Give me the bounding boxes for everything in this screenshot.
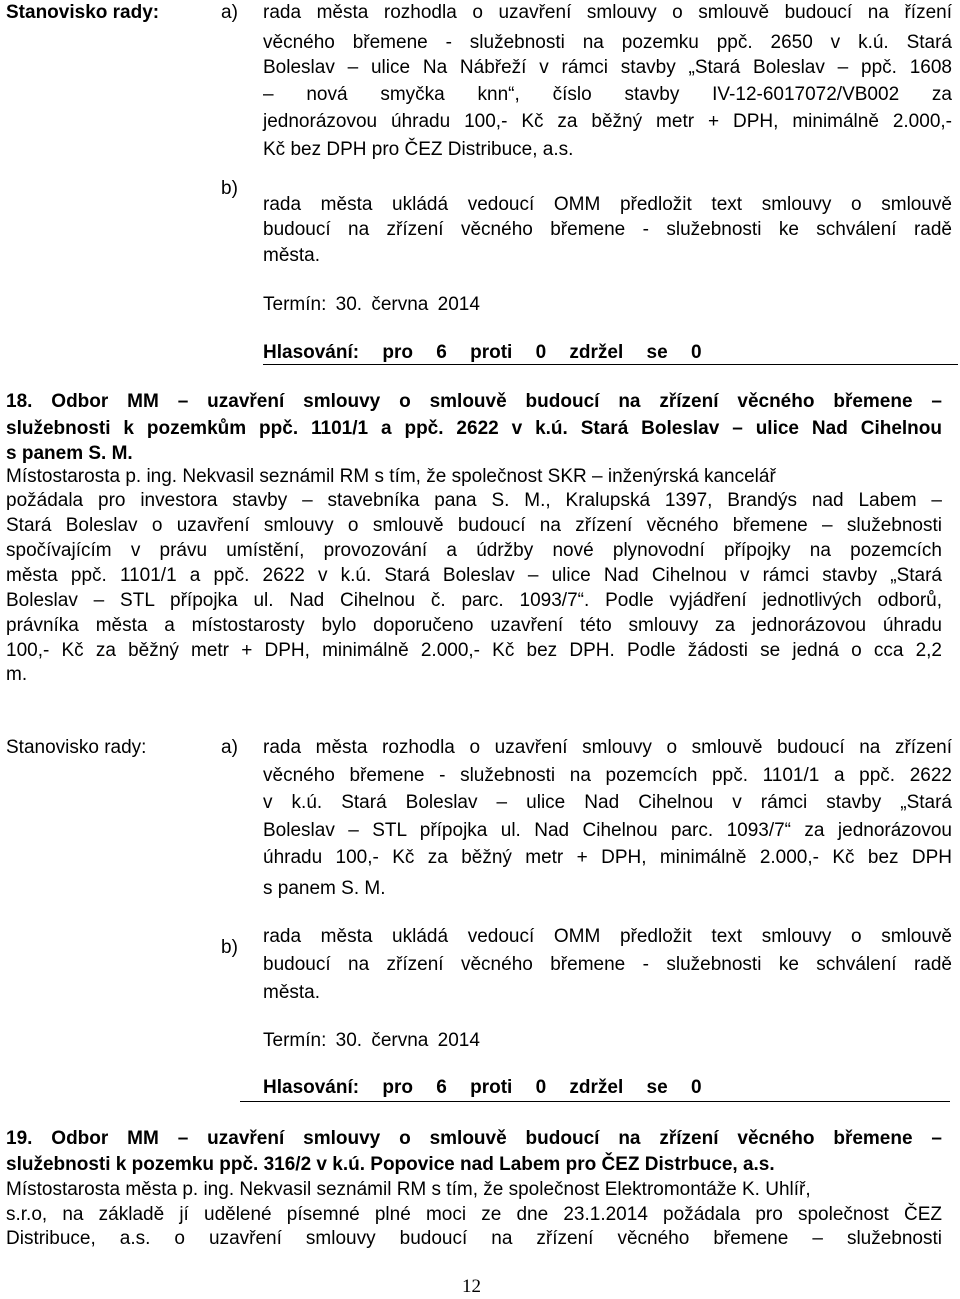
body-line: m. — [6, 664, 28, 685]
body-line: spočívajícím v právu umístění, provozování a údržby nové plynovodní přípojky na pozemcích — [6, 540, 942, 561]
opinion-label: Stanovisko rady: — [6, 2, 160, 23]
point-b-marker: b) — [221, 937, 238, 958]
body-line: 100,- Kč za běžný metr + DPH, minimálně 2.000,- Kč bez DPH. Podle žádosti se jedná o cca 2,2 — [6, 640, 942, 661]
point-b-marker: b) — [221, 178, 238, 199]
body-line: Boleslav – STL přípojka ul. Nad Cihelnou č. parc. 1093/7“. Podle vyjádření jednotlivých odborů, — [6, 590, 942, 611]
item-heading-line: služebnosti k pozemkům ppč. 1101/1 a ppč. 2622 v k.ú. Stará Boleslav – ulice Nad Cihelnou — [6, 418, 942, 439]
point-a-line: rada města rozhodla o uzavření smlouvy o smlouvě budoucí na řízení — [263, 2, 952, 23]
point-a-line: rada města rozhodla o uzavření smlouvy o smlouvě budoucí na zřízení — [263, 737, 952, 758]
point-a-marker: a) — [221, 2, 238, 23]
body-line: Distribuce, a.s. o uzavření smlouvy budoucí na zřízení věcného břemene – služebnosti — [6, 1228, 942, 1249]
point-a-line: úhradu 100,- Kč za běžný metr + DPH, minimálně 2.000,- Kč bez DPH — [263, 847, 952, 868]
point-b-line: města. — [263, 245, 321, 266]
body-line: Místostarosta p. ing. Nekvasil seznámil RM s tím, že společnost SKR – inženýrská kancelář — [6, 466, 776, 487]
point-b-line: rada města ukládá vedoucí OMM předložit text smlouvy o smlouvě — [263, 194, 952, 215]
point-a-line: věcného břemene - služebnosti na pozemcích ppč. 1101/1 a ppč. 2622 — [263, 765, 952, 786]
divider — [263, 364, 958, 365]
point-a-line: věcného břemene - služebnosti na pozemku ppč. 2650 v k.ú. Stará — [263, 32, 952, 53]
body-line: právníka města a místostarosty bylo doporučeno uzavření této smlouvy za jednorázovou úhradu — [6, 615, 942, 636]
vote-result: Hlasování: pro 6 proti 0 zdržel se 0 — [263, 342, 702, 363]
point-b-line: budoucí na zřízení věcného břemene - služebnosti ke schválení radě — [263, 219, 952, 240]
point-a-line: jednorázovou úhradu 100,- Kč za běžný metr + DPH, minimálně 2.000,- — [263, 111, 952, 132]
point-a-marker: a) — [221, 737, 238, 758]
point-b-line: rada města ukládá vedoucí OMM předložit text smlouvy o smlouvě — [263, 926, 952, 947]
body-line: města ppč. 1101/1 a ppč. 2622 v k.ú. Stará Boleslav – ulice Nad Cihelnou v rámci stavby „Stará — [6, 565, 942, 586]
point-a-line: Boleslav – ulice Na Nábřeží v rámci stavby „Stará Boleslav – ppč. 1608 — [263, 57, 952, 78]
body-line: s.r.o, na základě jí udělené písemné plné moci ze dne 23.1.2014 požádala pro společnost ČEZ — [6, 1204, 942, 1225]
opinion-label: Stanovisko rady: — [6, 737, 147, 758]
item-heading-line: 19. Odbor MM – uzavření smlouvy o smlouvě budoucí na zřízení věcného břemene – — [6, 1128, 942, 1149]
body-line: Místostarosta města p. ing. Nekvasil seznámil RM s tím, že společnost Elektromontáže K. Uhlíř, — [6, 1179, 811, 1200]
body-line: požádala pro investora stavby – stavebníka pana S. M., Kralupská 1397, Brandýs nad Labem – — [6, 490, 942, 511]
item-heading-line: 18. Odbor MM – uzavření smlouvy o smlouvě budoucí na zřízení věcného břemene – — [6, 391, 942, 412]
item-heading-line: s panem S. M. — [6, 443, 133, 464]
point-a-line: Kč bez DPH pro ČEZ Distribuce, a.s. — [263, 139, 574, 160]
point-a-line: – nová smyčka knn“, číslo stavby IV-12-6017072/VB002 za — [263, 84, 952, 105]
point-a-line: v k.ú. Stará Boleslav – ulice Nad Cihelnou v rámci stavby „Stará — [263, 792, 952, 813]
point-a-line: s panem S. M. — [263, 878, 386, 899]
vote-result: Hlasování: pro 6 proti 0 zdržel se 0 — [263, 1077, 702, 1098]
point-a-line: Boleslav – STL přípojka ul. Nad Cihelnou parc. 1093/7“ za jednorázovou — [263, 820, 952, 841]
body-line: Stará Boleslav o uzavření smlouvy o smlouvě budoucí na zřízení věcného břemene – služebnosti — [6, 515, 942, 536]
item-heading-line: služebnosti k pozemku ppč. 316/2 v k.ú. Popovice nad Labem pro ČEZ Distrbuce, a.s. — [6, 1154, 775, 1175]
point-b-line: budoucí na zřízení věcného břemene - služebnosti ke schválení radě — [263, 954, 952, 975]
point-b-line: města. — [263, 982, 321, 1003]
deadline: Termín: 30. června 2014 — [263, 1030, 480, 1051]
deadline: Termín: 30. června 2014 — [263, 294, 480, 315]
divider — [240, 1101, 950, 1102]
page-number: 12 — [462, 1276, 481, 1297]
